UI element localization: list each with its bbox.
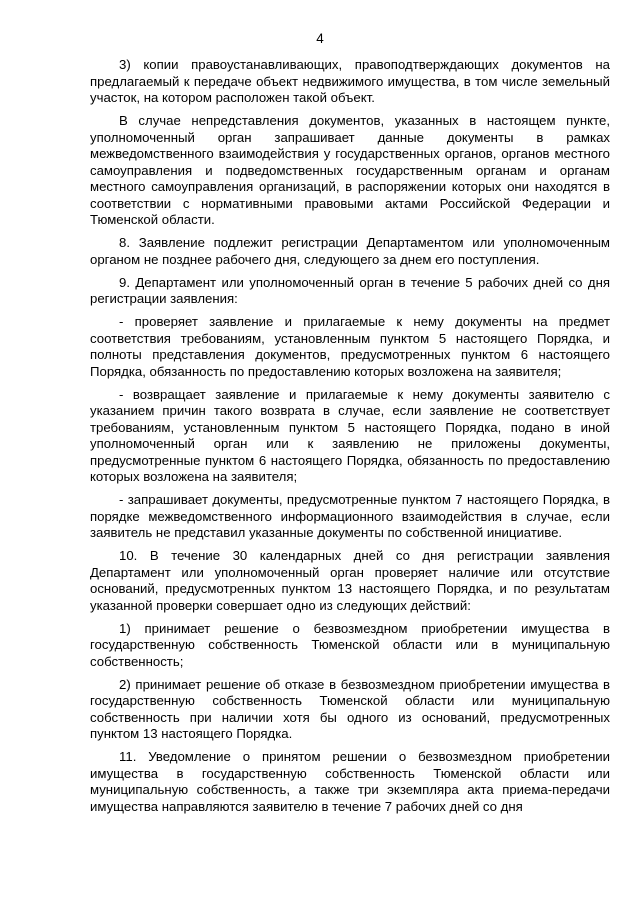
paragraph-9-checks: - проверяет заявление и прилагаемые к нему документы на предмет соответствия требованиям, установленным пунктом 5 настоящего Порядка, и полноты представления документов, предусмотренных пунктом 6 настоящего Порядка, обязанность по предоставлению которых возложена на заявителя; [90, 314, 610, 379]
paragraph-11-notification: 11. Уведомление о принятом решении о безвозмездном приобретении имущества в государственную собственность Тюменской области или муниципальную собственность, а также три экземпляра акта приема-передачи имущества направляются заявителю в течение 7 рабочих дней со дня [90, 749, 610, 814]
paragraph-9-requests: - запрашивает документы, предусмотренные пунктом 7 настоящего Порядка, в порядке межведомственного информационного взаимодействия в случае, если заявитель не представил указанные документы по собственной инициативе. [90, 492, 610, 540]
paragraph-item-3-copies: 3) копии правоустанавливающих, правоподтверждающих документов на предлагаемый к передаче объект недвижимого имущества, в том числе земельный участок, на котором расположен такой объект. [90, 57, 610, 105]
paragraph-non-submission: В случае непредставления документов, указанных в настоящем пункте, уполномоченный орган запрашивает данные документы в рамках межведомственного взаимодействия у государственных органов, органов местного самоуправления и подведомственных государственным органам и органам местного самоуправления организаций, в распоряжении которых они находятся в соответствии с нормативными правовыми актами Российской Федерации и Тюменской области. [90, 113, 610, 227]
paragraph-9-review: 9. Департамент или уполномоченный орган в течение 5 рабочих дней со дня регистрации заявления: [90, 274, 610, 306]
page-number: 4 [316, 31, 324, 46]
paragraph-10-decision-refuse: 2) принимает решение об отказе в безвозмездном приобретении имущества в государственную собственность Тюменской области или муниципальную собственность при наличии хотя бы одного из оснований, предусмотренных пунктом 13 настоящего Порядка. [90, 676, 610, 741]
paragraph-9-returns: - возвращает заявление и прилагаемые к нему документы заявителю с указанием причин такого возврата в случае, если заявление не соответствует требованиям, установленным пунктом 5 настоящего Порядка, подано в иной уполномоченный орган или к заявлению не приложены документы, предусмотренные пунктом 6 настоящего Порядка, обязанность по предоставлению которых возложена на заявителя; [90, 386, 610, 484]
paragraph-10-decision-accept: 1) принимает решение о безвозмездном приобретении имущества в государственную собственность Тюменской области или в муниципальную собственность; [90, 620, 610, 669]
document-body [90, 57, 610, 822]
paragraph-8-registration: 8. Заявление подлежит регистрации Департаментом или уполномоченным органом не позднее рабочего дня, следующего за днем его поступления. [90, 235, 610, 267]
paragraph-10-verification: 10. В течение 30 календарных дней со дня регистрации заявления Департамент или уполномоченный орган проверяет наличие или отсутствие оснований, предусмотренных пунктом 13 настоящего Порядка, и по результатам указанной проверки совершает одно из следующих действий: [90, 548, 610, 613]
